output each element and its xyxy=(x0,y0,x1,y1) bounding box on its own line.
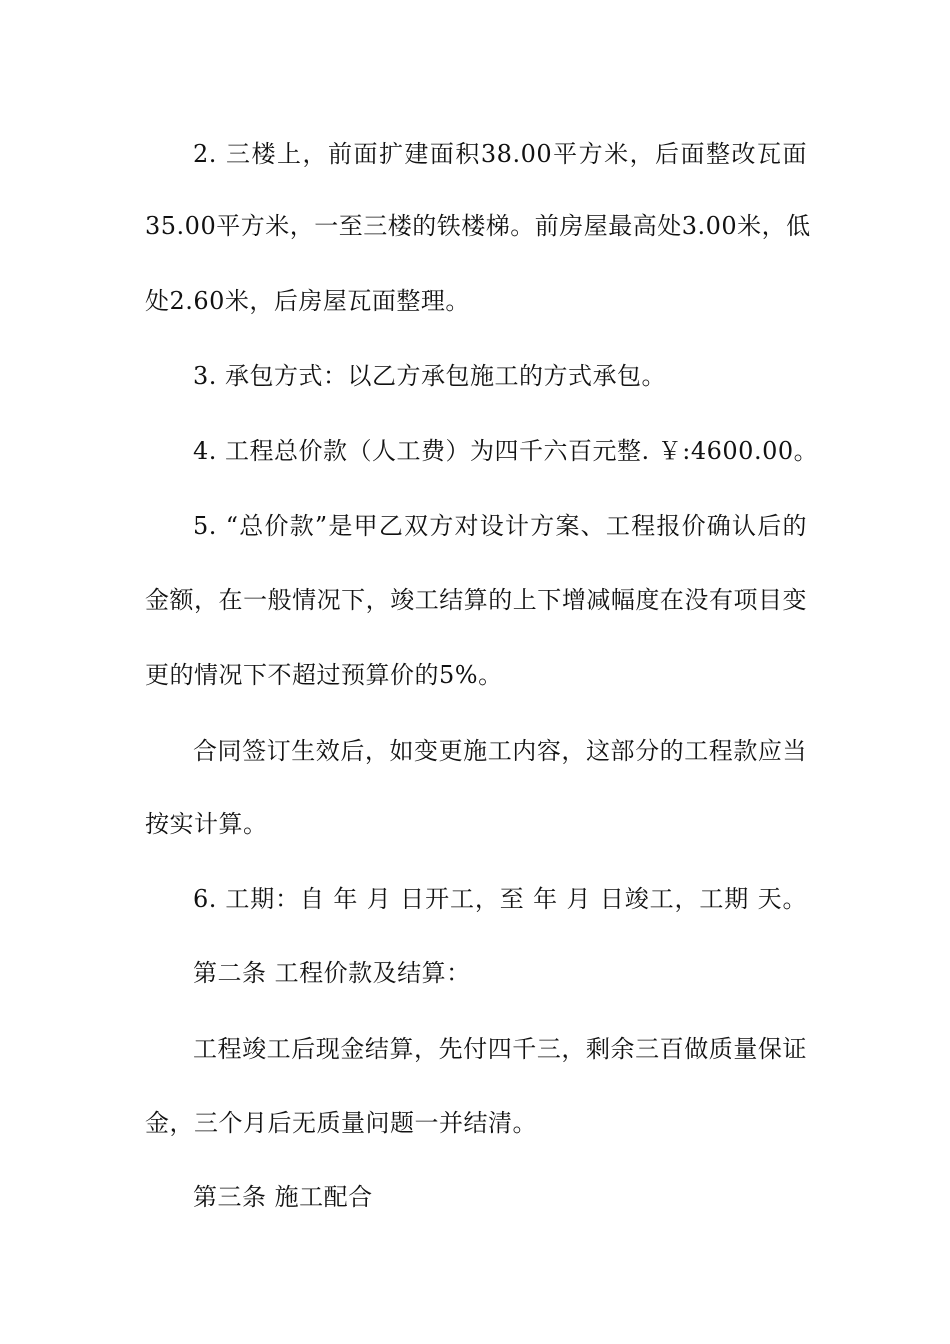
paragraph-contract-change-line-1: 合同签订生效后，如变更施工内容，这部分的工程款应当 xyxy=(193,737,807,765)
paragraph-item-2-line-1: 2. 三楼上，前面扩建面积38.00平方米，后面整改瓦面 xyxy=(193,140,807,168)
paragraph-item-4: 4. 工程总价款（人工费）为四千六百元整. ￥:4600.00。 xyxy=(193,437,819,465)
paragraph-item-3: 3. 承包方式：以乙方承包施工的方式承包。 xyxy=(193,362,667,390)
paragraph-settlement-line-2: 金，三个月后无质量问题一并结清。 xyxy=(145,1109,537,1137)
section-heading-article-3: 第三条 施工配合 xyxy=(193,1183,373,1211)
paragraph-item-5-line-3: 更的情况下不超过预算价的5%。 xyxy=(145,661,503,689)
paragraph-item-2-line-2: 35.00平方米，一至三楼的铁楼梯。前房屋最高处3.00米，低 xyxy=(145,212,811,240)
paragraph-settlement-line-1: 工程竣工后现金结算，先付四千三，剩余三百做质量保证 xyxy=(193,1035,807,1063)
paragraph-item-5-line-2: 金额，在一般情况下，竣工结算的上下增减幅度在没有项目变 xyxy=(145,586,807,614)
section-heading-article-2: 第二条 工程价款及结算： xyxy=(193,959,471,987)
paragraph-item-2-line-3: 处2.60米，后房屋瓦面整理。 xyxy=(145,287,470,315)
paragraph-item-5-line-1: 5. “总价款”是甲乙双方对设计方案、工程报价确认后的 xyxy=(193,512,807,540)
paragraph-contract-change-line-2: 按实计算。 xyxy=(145,810,268,838)
paragraph-item-6: 6. 工期：自 年 月 日开工，至 年 月 日竣工，工期 天。 xyxy=(193,885,807,913)
